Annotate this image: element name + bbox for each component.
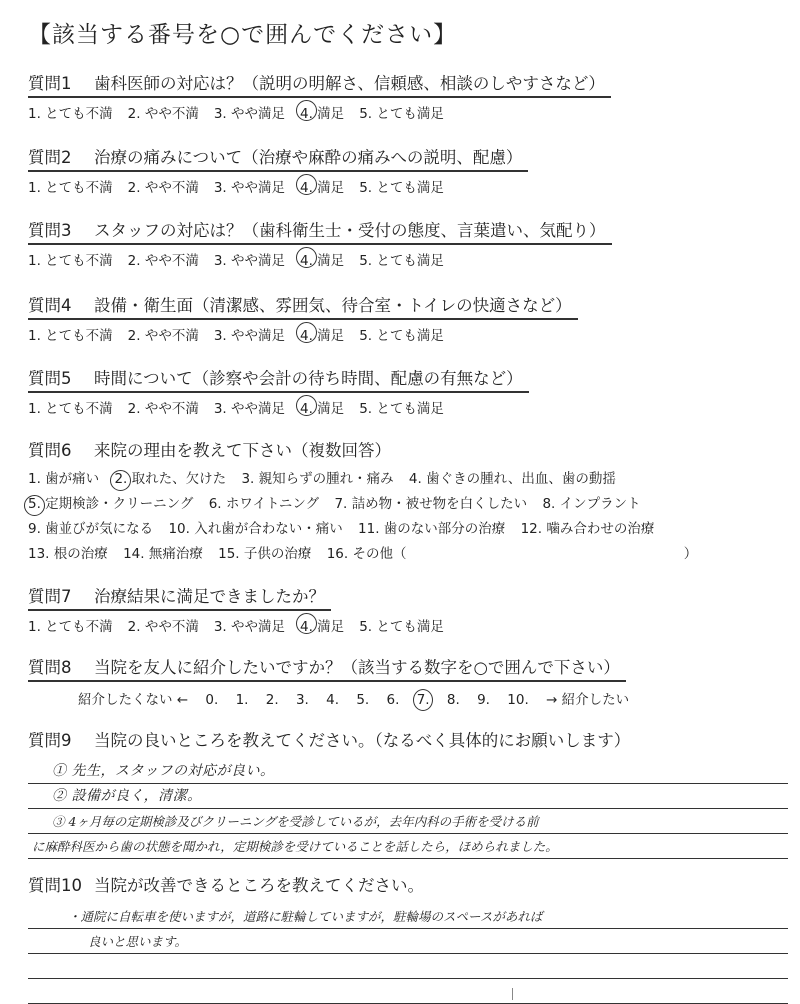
recommend-scale xyxy=(28,688,788,708)
reason-option-8[interactable]: 8. インプラント xyxy=(542,496,641,512)
answer-area[interactable] xyxy=(28,904,788,1004)
answer-line xyxy=(28,979,788,1004)
question-7-header xyxy=(28,583,331,611)
rating-option-5[interactable]: 5. とても満足 xyxy=(359,180,444,196)
question-text: 来院の理由を教えて下さい（複数回答） xyxy=(94,441,391,460)
reason-options xyxy=(28,467,788,567)
question-number: 質問3 xyxy=(28,221,72,240)
question-text: 設備・衛生面（清潔感、雰囲気、待合室・トイレの快適さなど） xyxy=(94,296,572,315)
rating-option-5[interactable]: 5. とても満足 xyxy=(359,619,444,635)
rating-option-1[interactable]: 1. とても不満 xyxy=(28,619,113,635)
question-8 xyxy=(28,654,788,708)
reason-option-4[interactable]: 4. 歯ぐきの腫れ、出血、歯の動揺 xyxy=(408,471,616,487)
question-number: 質問9 xyxy=(28,731,72,750)
question-number: 質問8 xyxy=(28,658,72,677)
question-1 xyxy=(28,70,788,122)
scale-value-8[interactable]: 8. xyxy=(446,692,460,708)
question-7 xyxy=(28,583,788,635)
question-text: 当院の良いところを教えてください。（なるべく具体的にお願いします） xyxy=(94,731,631,750)
rating-option-3[interactable]: 3. やや満足 xyxy=(213,253,286,269)
scale-value-0[interactable]: 0. xyxy=(205,692,219,708)
reason-option-2-selected[interactable]: 2. 取れた、欠けた xyxy=(114,467,226,492)
reason-option-7[interactable]: 7. 詰め物・被せ物を白くしたい xyxy=(334,496,528,512)
rating-options xyxy=(28,176,788,196)
question-5-header xyxy=(28,365,529,393)
scale-value-2[interactable]: 2. xyxy=(265,692,279,708)
rating-option-1[interactable]: 1. とても不満 xyxy=(28,328,113,344)
scale-value-6[interactable]: 6. xyxy=(386,692,400,708)
question-10-header xyxy=(28,872,430,898)
scale-value-3[interactable]: 3. xyxy=(295,692,309,708)
rating-option-5[interactable]: 5. とても満足 xyxy=(359,106,444,122)
question-number: 質問10 xyxy=(28,876,82,895)
reason-option-1[interactable]: 1. 歯が痛い xyxy=(28,471,100,487)
question-text: 治療の痛みについて（治療や麻酔の痛みへの説明、配慮） xyxy=(94,148,523,167)
rating-option-2[interactable]: 2. やや不満 xyxy=(127,401,199,417)
reason-option-16[interactable]: 16. その他（ xyxy=(326,546,407,562)
rating-option-2[interactable]: 2. やや不満 xyxy=(127,253,199,269)
rating-option-4-selected[interactable]: 4. 満足 xyxy=(300,397,344,417)
question-2 xyxy=(28,144,788,196)
scale-value-1[interactable]: 1. xyxy=(235,692,249,708)
question-9-header xyxy=(28,727,636,753)
question-4 xyxy=(28,292,788,344)
rating-options xyxy=(28,324,788,344)
rating-option-3[interactable]: 3. やや満足 xyxy=(213,619,286,635)
question-4-header xyxy=(28,292,578,320)
handwritten-answer: ・通院に自転車を使いますが，道路に駐輪していますが，駐輪場のスペースがあれば xyxy=(68,909,543,924)
scale-value-5[interactable]: 5. xyxy=(356,692,370,708)
question-3 xyxy=(28,217,788,269)
reason-option-6[interactable]: 6. ホワイトニング xyxy=(208,496,320,512)
rating-option-4-selected[interactable]: 4. 満足 xyxy=(300,324,344,344)
other-close-paren: ） xyxy=(683,546,698,562)
answer-line xyxy=(28,954,788,979)
rating-option-2[interactable]: 2. やや不満 xyxy=(127,328,199,344)
question-5 xyxy=(28,365,788,417)
reason-option-15[interactable]: 15. 子供の治療 xyxy=(218,546,312,562)
rating-option-4-selected[interactable]: 4. 満足 xyxy=(300,615,344,635)
reason-option-12[interactable]: 12. 噛み合わせの治療 xyxy=(520,521,655,537)
question-text: 治療結果に満足できましたか？ xyxy=(94,587,325,606)
question-number: 質問7 xyxy=(28,587,72,606)
question-number: 質問1 xyxy=(28,74,72,93)
page-title: 【該当する番号を○で囲んでください】 xyxy=(28,22,458,48)
answer-area[interactable] xyxy=(28,759,788,859)
answer-line xyxy=(28,784,788,809)
reason-option-14[interactable]: 14. 無痛治療 xyxy=(123,546,203,562)
reason-option-5-selected[interactable]: 5. 定期検診・クリーニング xyxy=(28,492,193,517)
rating-option-5[interactable]: 5. とても満足 xyxy=(359,328,444,344)
rating-option-1[interactable]: 1. とても不満 xyxy=(28,106,113,122)
rating-option-3[interactable]: 3. やや満足 xyxy=(213,328,286,344)
rating-option-2[interactable]: 2. やや不満 xyxy=(127,619,199,635)
rating-option-3[interactable]: 3. やや満足 xyxy=(213,180,286,196)
scale-value-4[interactable]: 4. xyxy=(326,692,340,708)
question-number: 質問2 xyxy=(28,148,72,167)
question-number: 質問6 xyxy=(28,441,72,460)
rating-option-4-selected[interactable]: 4. 満足 xyxy=(300,176,344,196)
handwritten-answer: 良いと思います。 xyxy=(88,934,188,949)
question-number: 質問5 xyxy=(28,369,72,388)
answer-line xyxy=(28,809,788,834)
scale-value-10[interactable]: 10. xyxy=(507,692,529,708)
rating-option-5[interactable]: 5. とても満足 xyxy=(359,401,444,417)
answer-line xyxy=(28,759,788,784)
answer-line xyxy=(28,834,788,859)
answer-line xyxy=(28,929,788,954)
question-text: 歯科医師の対応は？（説明の明解さ、信頼感、相談のしやすさなど） xyxy=(94,74,605,93)
scale-right-label: → 紹介したい xyxy=(546,692,630,708)
question-10 xyxy=(28,872,788,1004)
question-8-header xyxy=(28,654,626,682)
rating-options xyxy=(28,102,788,122)
rating-option-3[interactable]: 3. やや満足 xyxy=(213,106,286,122)
rating-option-1[interactable]: 1. とても不満 xyxy=(28,253,113,269)
reason-row xyxy=(28,517,788,542)
handwritten-answer: に麻酔科医から歯の状態を聞かれ，定期検診を受けていることを話したら，ほめられました。 xyxy=(32,839,558,854)
question-text: 当院が改善できるところを教えてください。 xyxy=(94,876,424,895)
reason-row xyxy=(28,492,788,517)
answer-line xyxy=(28,904,788,929)
reason-row xyxy=(28,542,788,567)
rating-option-4-selected[interactable]: 4. 満足 xyxy=(300,102,344,122)
rating-option-1[interactable]: 1. とても不満 xyxy=(28,180,113,196)
rating-options xyxy=(28,249,788,269)
handwritten-answer: ② 設備が良く，清潔。 xyxy=(52,788,202,804)
reason-option-9[interactable]: 9. 歯並びが気になる xyxy=(28,521,154,537)
question-text: 時間について（診察や会計の待ち時間、配慮の有無など） xyxy=(94,369,523,388)
reason-option-13[interactable]: 13. 根の治療 xyxy=(28,546,108,562)
handwritten-answer: ③ 4ヶ月毎の定期検診及びクリーニングを受診しているが，去年内科の手術を受ける前 xyxy=(52,814,539,829)
scan-speck xyxy=(512,988,513,1000)
question-6-header xyxy=(28,437,397,463)
rating-option-2[interactable]: 2. やや不満 xyxy=(127,180,199,196)
reason-option-11[interactable]: 11. 歯のない部分の治療 xyxy=(358,521,506,537)
rating-option-5[interactable]: 5. とても満足 xyxy=(359,253,444,269)
scale-value-7-selected[interactable]: 7. xyxy=(416,692,430,708)
scale-left-label: 紹介したくない ← xyxy=(78,692,189,708)
reason-option-10[interactable]: 10. 入れ歯が合わない・痛い xyxy=(168,521,343,537)
rating-option-1[interactable]: 1. とても不満 xyxy=(28,401,113,417)
question-number: 質問4 xyxy=(28,296,72,315)
question-6 xyxy=(28,437,788,567)
question-1-header xyxy=(28,70,611,98)
question-3-header xyxy=(28,217,612,245)
reason-option-3[interactable]: 3. 親知らずの腫れ・痛み xyxy=(241,471,394,487)
rating-option-3[interactable]: 3. やや満足 xyxy=(213,401,286,417)
rating-options xyxy=(28,397,788,417)
reason-row xyxy=(28,467,788,492)
rating-option-2[interactable]: 2. やや不満 xyxy=(127,106,199,122)
question-9 xyxy=(28,727,788,859)
rating-option-4-selected[interactable]: 4. 満足 xyxy=(300,249,344,269)
question-text: スタッフの対応は？（歯科衛生士・受付の態度、言葉遣い、気配り） xyxy=(94,221,606,240)
handwritten-answer: ① 先生，スタッフの対応が良い。 xyxy=(52,763,275,779)
question-text: 当院を友人に紹介したいですか？（該当する数字を○で囲んで下さい） xyxy=(94,658,620,677)
question-2-header xyxy=(28,144,528,172)
scale-value-9[interactable]: 9. xyxy=(477,692,490,708)
rating-options xyxy=(28,615,788,635)
